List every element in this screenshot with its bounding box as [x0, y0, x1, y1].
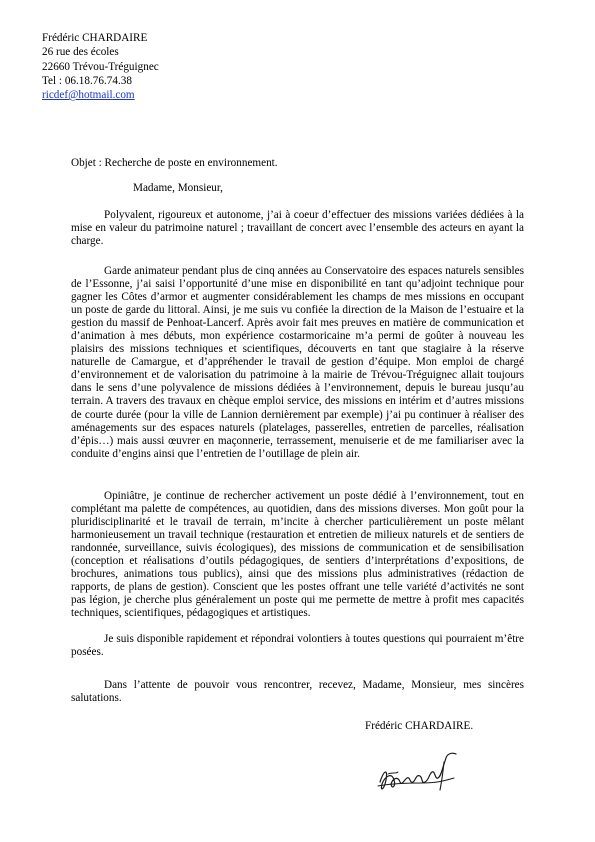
sender-phone: Tel : 06.18.76.74.38 — [42, 74, 132, 87]
sender-street: 26 rue des écoles — [42, 46, 119, 59]
sender-city: 22660 Trévou-Tréguignec — [42, 60, 159, 73]
sender-email-link[interactable]: ricdef@hotmail.com — [42, 89, 135, 102]
letter-paragraph-4 — [71, 633, 524, 659]
letter-salutation: Madame, Monsieur, — [133, 182, 223, 194]
letter-paragraph-2 — [71, 265, 524, 461]
paragraph-text: Polyvalent, rigoureux et autonome, j’ai à coeur d’effectuer des missions variées dédiées à la mise en valeur du patrimoine naturel ; travaillant de concert avec l’ensemble des acteurs en ayant la charge. — [71, 209, 524, 248]
letter-paragraph-1 — [71, 209, 524, 248]
signature-name: Frédéric CHARDAIRE. — [365, 720, 474, 732]
sender-name: Frédéric CHARDAIRE — [42, 32, 148, 44]
letter-paragraph-3 — [71, 490, 524, 620]
paragraph-text: Je suis disponible rapidement et répondrai volontiers à toutes questions qui pourraient m’être posées. — [71, 633, 524, 659]
letter-paragraph-5 — [71, 679, 524, 705]
paragraph-text: Opiniâtre, je continue de rechercher activement un poste dédié à l’environnement, tout en complétant ma palette de compétences, au quotidien, dans des missions diverses. Mon goût pour la pluridisciplinarité et le travail de terrain, m’incite à chercher particulièrement un poste mêlant harmonieusement un travail technique (restauration et entretien de milieux naturels et de sentiers de randonnée, surveillance, suivis écologiques), des missions de communication et de sensibilisation (conception et réalisations d’outils pédagogiques, de sentiers d’interprétations d’expositions, de brochures, animations tous publics), ainsi que des missions plus administratives (rédaction de rapports, de plans de gestion). Conscient que les postes offrant une telle variété d’activités ne sont pas légion, je cherche plus généralement un poste qui me permette de mettre à profit mes capacités techniques, scientifiques, pédagogiques et artistiques. — [71, 490, 524, 620]
paragraph-text: Dans l’attente de pouvoir vous rencontrer, recevez, Madame, Monsieur, mes sincères salutations. — [71, 679, 524, 705]
sender-address-block — [42, 31, 159, 102]
letter-subject: Objet : Recherche de poste en environnement. — [71, 157, 278, 169]
paragraph-text: Garde animateur pendant plus de cinq années au Conservatoire des espaces naturels sensibles de l’Essonne, j’ai saisi l’opportunité d’une mise en disponibilité en tant qu’adjoint technique pour gagner les Côtes d’armor et augmenter considérablement les champs de mes missions en occupant un poste de garde du littoral. Ainsi, je me suis vu confiée la direction de la Maison de l’estuaire et la gestion du massif de Penhoat-Lancerf. Après avoir fait mes preuves en matière de communication et d’animation à mes débuts, mon expérience costarmoricaine m’a permi de goûter à nouveau les plaisirs des missions techniques et scientifiques, découverts en tant que stagiaire à la réserve naturelle de Camargue, et d’appréhender le travail de gestion d’équipe. Mon emploi de chargé d’environnement et de valorisation du patrimoine à la mairie de Trévou-Tréguignec allait toujours dans le sens d’une polyvalence de missions dédiées à l’environnement, depuis le bureau jusqu’au terrain. A travers des travaux en chèque emploi service, des missions en intérim et d’autres missions de courte durée (pour la ville de Lannion dernièrement par exemple) j’ai pu continuer à réaliser des aménagements sur des espaces naturels (platelages, passerelles, entretien de parcelles, réalisation d’épis…) mais aussi œuvrer en maçonnerie, terrassement, menuiserie et de me familiariser avec la conduite d’engins ainsi que l’entretien de l’outillage de plein air. — [71, 265, 524, 460]
handwritten-signature — [374, 750, 466, 798]
